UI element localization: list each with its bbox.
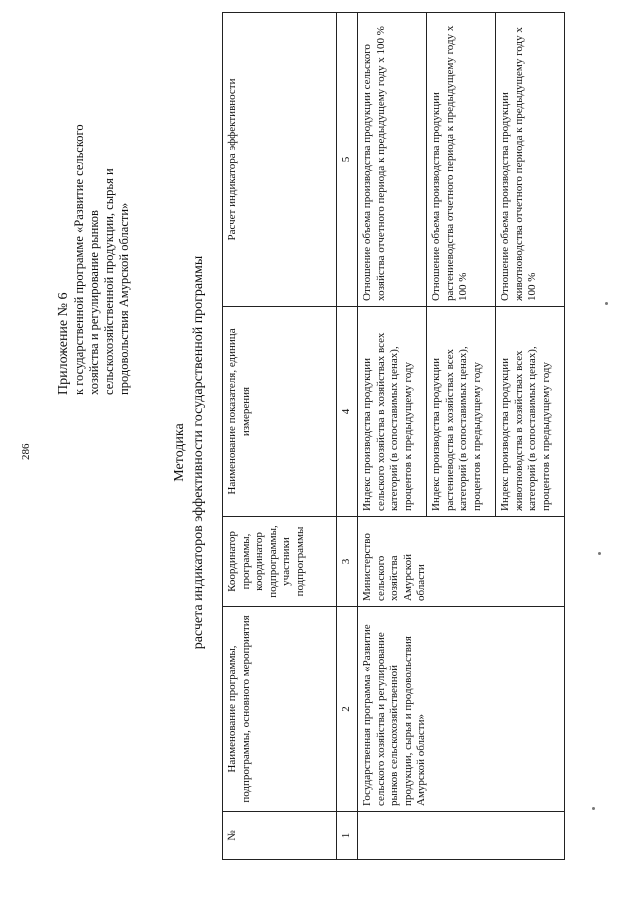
- document-subtitle: расчета индикаторов эффективности государственной программы: [191, 255, 206, 650]
- document-title: Методика: [172, 423, 187, 482]
- scan-speck: [592, 807, 595, 810]
- column-numbers-row: [337, 13, 358, 860]
- column-number: 1: [337, 812, 358, 860]
- header-coordinator: Координатор программы, координатор подпрограммы, участники подпрограммы: [223, 517, 337, 607]
- scan-speck: [598, 552, 601, 555]
- indicators-table: [222, 12, 565, 860]
- indicator-cell: Индекс производства продукции животноводства в хозяйствах всех категорий (в сопоставимых ценах), процентов к предыдущему году: [496, 307, 565, 517]
- scan-speck: [605, 302, 608, 305]
- header-program-name: Наименование программы, подпрограммы, основного мероприятия: [223, 607, 337, 812]
- indicator-cell: Индекс производства продукции сельского хозяйства в хозяйствах всех категорий (в сопоставимых ценах), процентов к предыдущему году: [358, 307, 427, 517]
- column-number: 3: [337, 517, 358, 607]
- appendix-line: к государственной программе «Развитие сельского: [72, 124, 86, 395]
- header-indicator-name: Наименование показателя, единица измерения: [223, 307, 337, 517]
- column-number: 2: [337, 607, 358, 812]
- calculation-cell: Отношение объема производства продукции животноводства отчетного периода к предыдущему году х 100 %: [496, 13, 565, 307]
- page-number: 286: [20, 443, 32, 460]
- appendix-block: [55, 35, 132, 395]
- program-name-cell: Государственная программа «Развитие сельского хозяйства и регулирование рынков сельскохозяйственной продукции, сырья и продовольствия Амурской области»: [358, 607, 565, 812]
- row-number-cell: [358, 812, 565, 860]
- indicator-cell: Индекс производства продукции растениеводства в хозяйствах всех категорий (в сопоставимых ценах), процентов к предыдущему году: [427, 307, 496, 517]
- table-row: [358, 13, 427, 860]
- coordinator-cell: Министерство сельского хозяйства Амурской области: [358, 517, 565, 607]
- calculation-cell: Отношение объема производства продукции сельского хозяйства отчетного периода к предыдущему году х 100 %: [358, 13, 427, 307]
- appendix-heading: Приложение № 6: [56, 292, 71, 395]
- column-number: 4: [337, 307, 358, 517]
- header-number: №: [223, 812, 337, 860]
- column-number: 5: [337, 13, 358, 307]
- calculation-cell: Отношение объема производства продукции растениеводства отчетного периода к предыдущему году х 100 %: [427, 13, 496, 307]
- appendix-line: продовольствия Амурской области»: [117, 202, 131, 395]
- table-header-row: [223, 13, 337, 860]
- appendix-line: сельскохозяйственной продукции, сырья и: [102, 168, 116, 395]
- appendix-line: хозяйства и регулирование рынков: [87, 210, 101, 395]
- header-calculation: Расчет индикатора эффективности: [223, 13, 337, 307]
